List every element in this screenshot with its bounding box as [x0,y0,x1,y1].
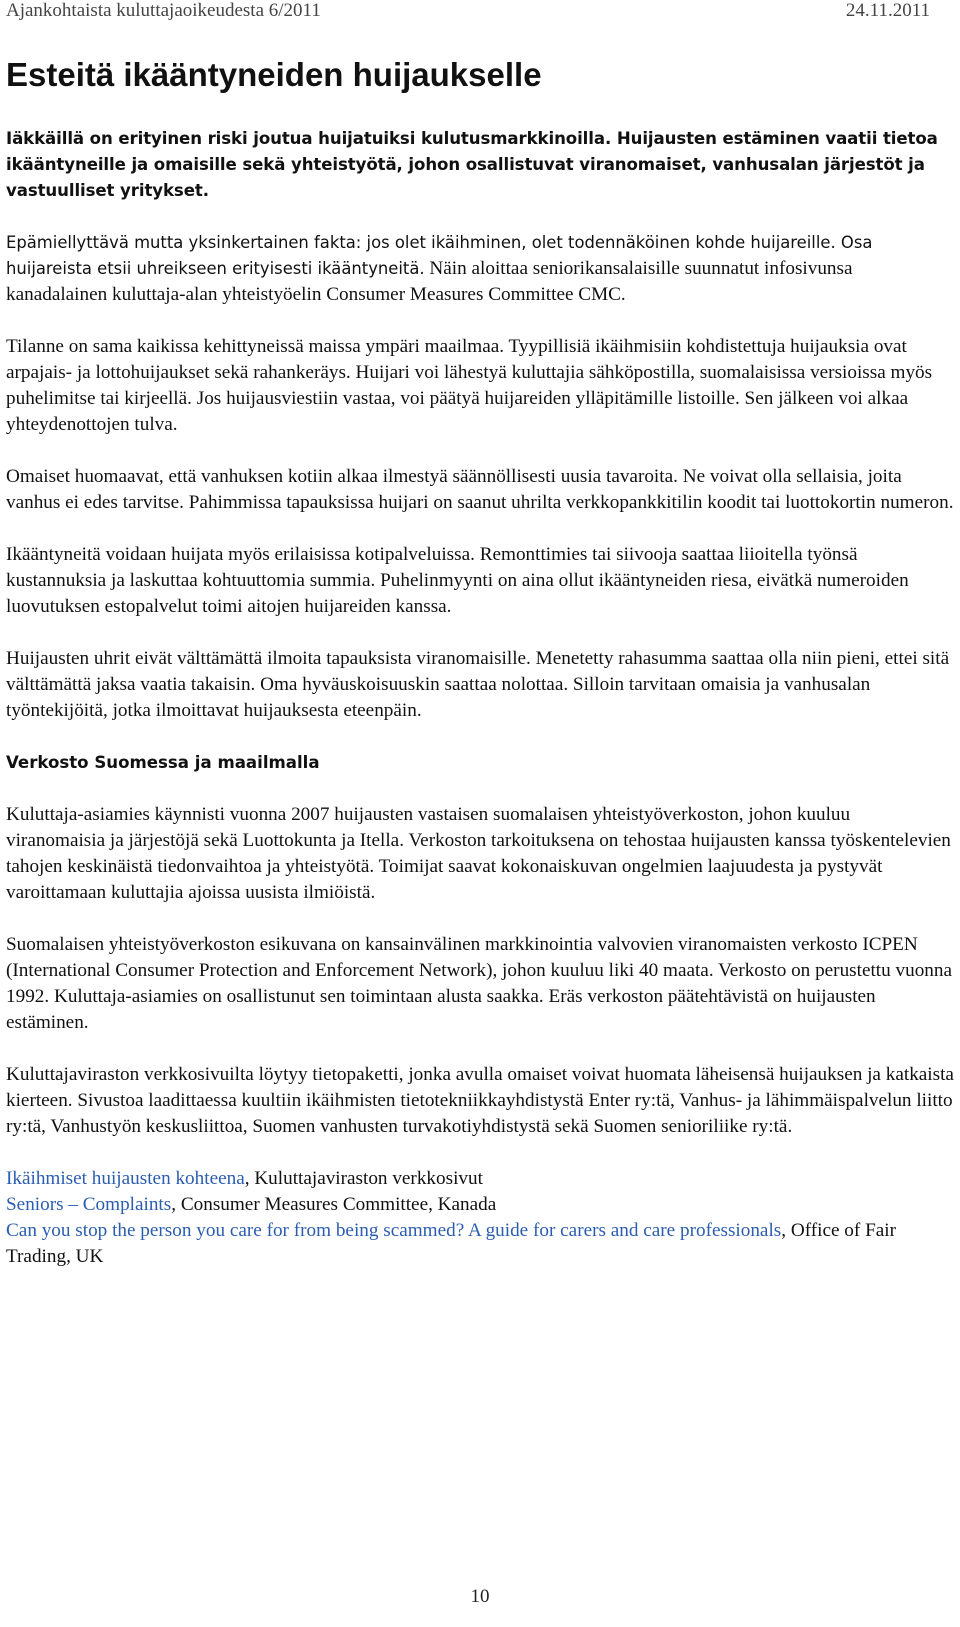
reference-link[interactable]: Can you stop the person you care for from being scammed? A guide for carers and care professionals [6,1220,782,1241]
reference-link[interactable]: Seniors – Complaints [6,1194,172,1215]
section-heading: Verkosto Suomessa ja maailmalla [6,753,320,772]
reference-source: , Kuluttajaviraston verkkosivut [244,1168,483,1189]
paragraph-3: Omaiset huomaavat, että vanhuksen kotiin alkaa ilmestyä säännöllisesti uusia tavaroita. Ne voivat olla sellaisia, joita vanhus ei edes tarvitse. Pahimmissa tapauksissa huijari on saanut uhrilta verkkopankkitilin koodit tai luottokortin numeron. [6,466,954,513]
page-number: 10 [470,1586,490,1607]
article-title: Esteitä ikääntyneiden huijaukselle [6,56,542,93]
paragraph-1-sans: Epämiellyttävä mutta yksinkertainen fakta: jos olet ikäihminen, olet todennäköinen kohde huijareille. Osa huijareista etsii uhreikseen erityisesti ikääntyneitä. [6,233,873,278]
paragraph-1-rest: Näin aloittaa seniorikansalaisille suunnatut infosivunsa kanadalainen kuluttaja-alan yhteistyöelin Consumer Measures Committee CMC. [6,258,853,305]
reference-source: , Consumer Measures Committee, Kanada [171,1194,497,1215]
reference-source: , Office of Fair Trading, UK [6,1220,896,1267]
paragraph-4: Ikääntyneitä voidaan huijata myös erilaisissa kotipalveluissa. Remonttimies tai siivooja saattaa liioitella työnsä kustannuksia ja laskuttaa kohtuuttomia summia. Puhelinmyynti on aina ollut ikääntyneiden riesa, eivätkä numeroiden luovutuksen estopalvelut toimi aitojen huijareiden kanssa. [6,544,909,617]
paragraph-1 [6,230,954,308]
header-date: 24.11.2011 [845,0,930,21]
lead-paragraph: Iäkkäillä on erityinen riski joutua huijatuiksi kulutusmarkkinoilla. Huijausten estäminen vaatii tietoa ikääntyneille ja omaisille sekä yhteistyötä, johon osallistuvat viranomaiset, vanhusalan järjestöt ja vastuulliset yritykset. [6,129,938,200]
reference-link[interactable]: Ikäihmiset huijausten kohteena [6,1168,245,1189]
paragraph-7: Suomalaisen yhteistyöverkoston esikuvana on kansainvälinen markkinointia valvovien viranomaisten verkosto ICPEN (International Consumer Protection and Enforcement Network), johon kuuluu liki 40 maata. Verkosto on perustettu vuonna 1992. Kuluttaja-asiamies on osallistunut sen toimintaan alusta saakka. Eräs verkoston päätehtävistä on huijausten estäminen. [6,934,953,1033]
article-body [6,126,954,1270]
paragraph-5: Huijausten uhrit eivät välttämättä ilmoita tapauksista viranomaisille. Menetetty rahasumma saattaa olla niin pieni, ettei sitä välttämättä jaksa vaatia takaisin. Oma hyväuskoisuuskin saattaa nolottaa. Silloin tarvitaan omaisia ja vanhusalan työntekijöitä, jotka ilmoittavat huijauksesta eteenpäin. [6,648,950,721]
paragraph-6: Kuluttaja-asiamies käynnisti vuonna 2007 huijausten vastaisen suomalaisen yhteistyöverkoston, johon kuuluu viranomaisia ja järjestöjä sekä Luottokunta ja Itella. Verkoston tarkoituksena on tehostaa huijausten kanssa työskentelevien tahojen keskinäistä tiedonvaihtoa ja yhteistyötä. Toimijat saavat kokonaiskuvan ongelmien laajuudesta ja pystyvät varoittamaan kuluttajia ajoissa uusista ilmiöistä. [6,804,951,903]
reference-item [6,1218,954,1270]
page-header [6,0,930,22]
paragraph-8: Kuluttajaviraston verkkosivuilta löytyy tietopaketti, jonka avulla omaiset voivat huomata läheisensä huijauksen ja katkaista kierteen. Sivustoa laadittaessa kuultiin ikäihmisten tietotekniikkayhdistystä Enter ry:tä, Vanhus- ja lähimmäispalvelun liitto ry:tä, Vanhustyön keskusliittoa, Suomen vanhusten turvakotiyhdistystä sekä Suomen senioriliike ry:tä. [6,1064,954,1137]
reference-item [6,1192,954,1218]
reference-item [6,1166,954,1192]
paragraph-2: Tilanne on sama kaikissa kehittyneissä maissa ympäri maailmaa. Tyypillisiä ikäihmisiin kohdistettuja huijauksia ovat arpajais- ja lottohuijaukset sekä rahankeräys. Huijari voi lähestyä kuluttajia sähköpostilla, suomalaisissa versioissa myös puhelimitse tai kirjeellä. Jos huijausviestiin vastaa, voi päätyä huijareiden ylläpitämille listoille. Sen jälkeen voi alkaa yhteydenottojen tulva. [6,336,933,435]
reference-list [6,1166,954,1270]
header-publication: Ajankohtaista kuluttajaoikeudesta 6/2011 [6,0,321,21]
